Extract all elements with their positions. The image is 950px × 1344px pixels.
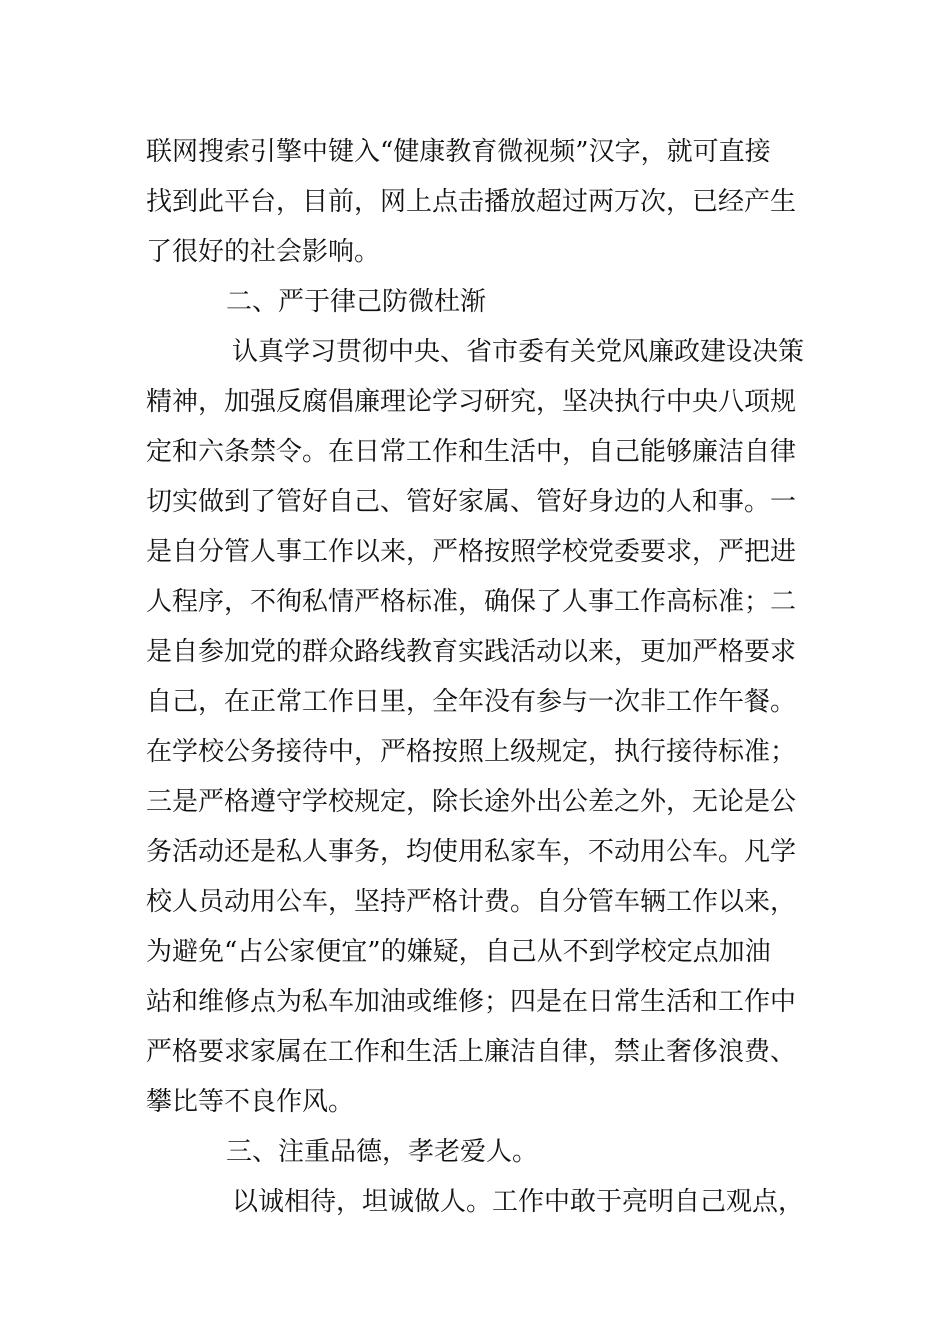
section-heading: 三、注重品德，孝老爱人。 bbox=[226, 1137, 539, 1167]
text-line: 攀比等不良作风。 bbox=[146, 1087, 355, 1117]
text-line: 定和六条禁令。在日常工作和生活中，自己能够廉洁自律 bbox=[146, 437, 797, 467]
text-line: 切实做到了管好自己、管好家属、管好身边的人和事。一 bbox=[146, 487, 797, 517]
text-line: 校人员动用公车，坚持严格计费。自分管车辆工作以来， bbox=[146, 887, 797, 917]
text-line: 严格要求家属在工作和生活上廉洁自律，禁止奢侈浪费、 bbox=[146, 1037, 797, 1067]
text-line: 在学校公务接待中，严格按照上级规定，执行接待标准； bbox=[146, 737, 797, 767]
text-line: 精神，加强反腐倡廉理论学习研究，坚决执行中央八项规 bbox=[146, 387, 797, 417]
text-line: 为避免“占公家便宜”的嫌疑，自己从不到学校定点加油 bbox=[146, 937, 771, 967]
text-line: 三是严格遵守学校规定，除长途外出公差之外，无论是公 bbox=[146, 787, 797, 817]
text-line: 以诚相待，坦诚做人。工作中敢于亮明自己观点， bbox=[232, 1187, 805, 1217]
text-line: 联网搜索引擎中键入“健康教育微视频”汉字，就可直接 bbox=[146, 137, 771, 167]
section-heading: 二、严于律己防微杜渐 bbox=[226, 287, 487, 317]
text-line: 自己，在正常工作日里，全年没有参与一次非工作午餐。 bbox=[146, 687, 797, 717]
text-line: 找到此平台，目前，网上点击播放超过两万次，已经产生 bbox=[146, 187, 797, 217]
text-line: 是自分管人事工作以来，严格按照学校党委要求，严把进 bbox=[146, 537, 797, 567]
text-line: 务活动还是私人事务，均使用私家车，不动用公车。凡学 bbox=[146, 837, 797, 867]
text-line: 认真学习贯彻中央、省市委有关党风廉政建设决策 bbox=[232, 337, 805, 367]
text-line: 是自参加党的群众路线教育实践活动以来，更加严格要求 bbox=[146, 637, 797, 667]
text-line: 了很好的社会影响。 bbox=[146, 237, 381, 267]
text-line: 人程序，不徇私情严格标准，确保了人事工作高标准；二 bbox=[146, 587, 797, 617]
text-line: 站和维修点为私车加油或维修；四是在日常生活和工作中 bbox=[146, 987, 797, 1017]
